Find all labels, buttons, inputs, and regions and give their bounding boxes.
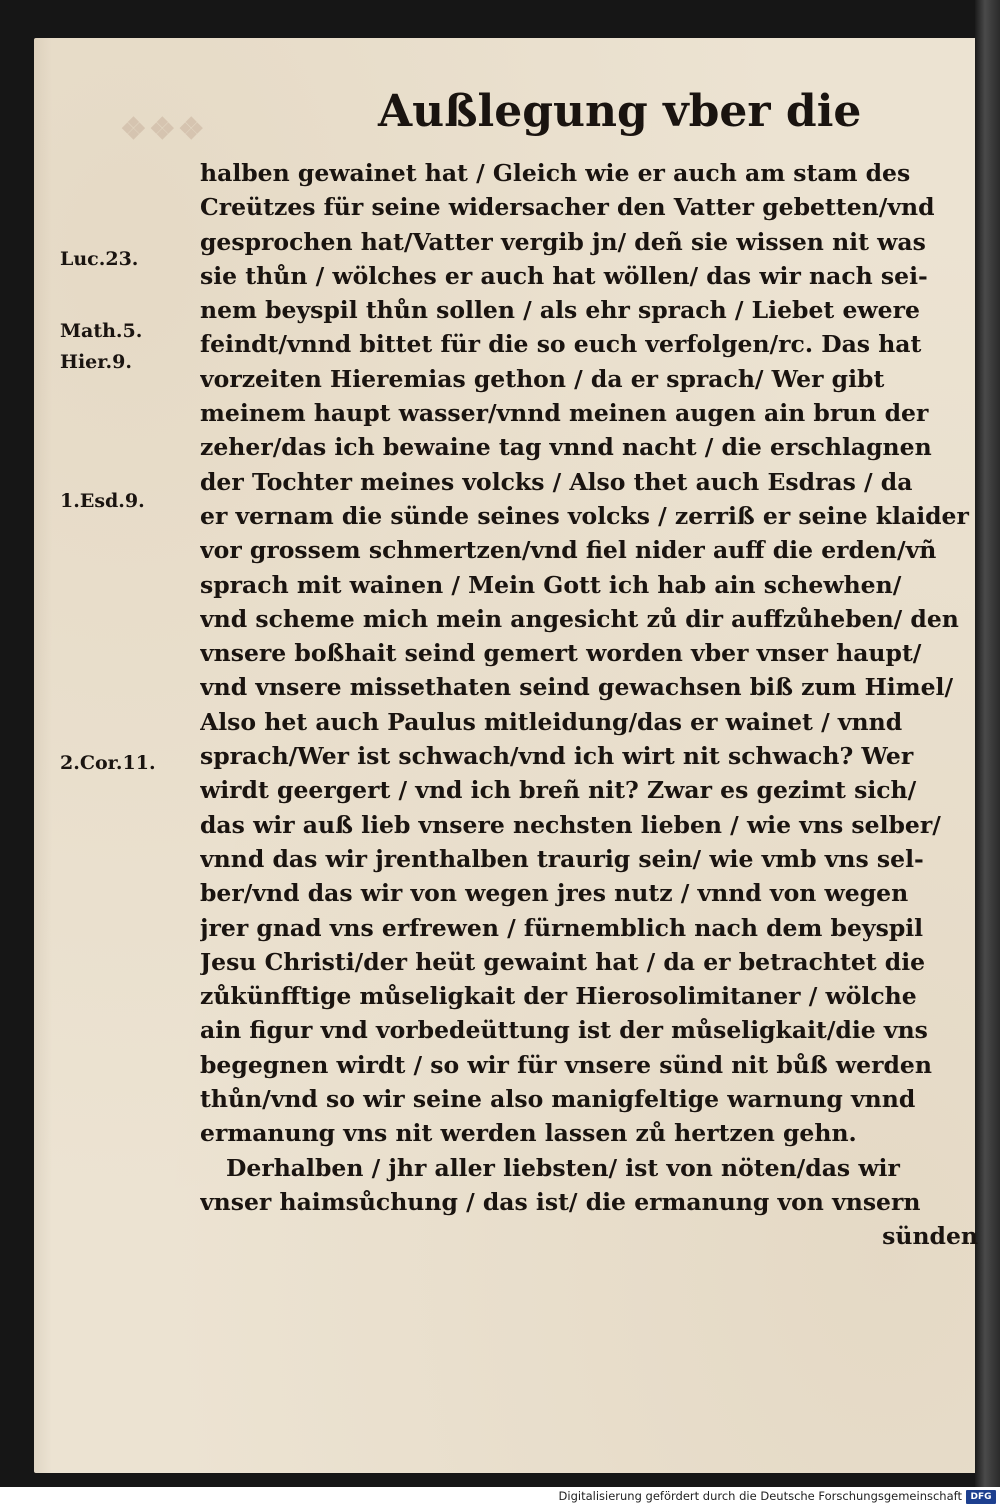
footer-bar xyxy=(0,1487,1000,1507)
text-line: jrer gnad vns erfrewen / fürnemblich nach dem beyspil xyxy=(200,913,924,942)
marginal-note: Math.5. xyxy=(60,320,143,342)
text-line: ain figur vnd vorbedeüttung ist der můseligkait/die vns xyxy=(200,1016,928,1045)
text-line: vorzeiten Hieremias gethon / da er sprach/ Wer gibt xyxy=(200,364,885,393)
running-head: Außlegung vber die xyxy=(378,86,862,137)
marginal-note: Luc.23. xyxy=(60,248,139,270)
text-line: gesprochen hat/Vatter vergib jn/ deñ sie wissen nit was xyxy=(200,227,926,256)
text-line: vnsere boßhait seind gemert worden vber vnser haupt/ xyxy=(200,639,922,668)
text-line: feindt/vnnd bittet für die so euch verfolgen/rc. Das hat xyxy=(200,330,922,359)
text-line: nem beyspil thůn sollen / als ehr sprach / Liebet ewere xyxy=(200,296,920,325)
text-line: Creützes für seine widersacher den Vatter gebetten/vnd xyxy=(200,193,935,222)
bleed-through-mark: ❖❖❖ xyxy=(120,112,207,147)
paragraph-start-line: Derhalben / jhr aller liebsten/ ist von nöten/das wir xyxy=(226,1153,900,1182)
marginal-note: 1.Esd.9. xyxy=(60,490,145,512)
text-line: vnd scheme mich mein angesicht zů dir auffzůheben/ den xyxy=(200,604,959,633)
text-line: vnser haimsůchung / das ist/ die ermanung von vnsern xyxy=(200,1187,921,1216)
text-line: ermanung vns nit werden lassen zů hertzen gehn. xyxy=(200,1119,857,1148)
text-line: Jesu Christi/der heüt gewaint hat / da er betrachtet die xyxy=(200,947,926,976)
text-line: sprach/Wer ist schwach/vnd ich wirt nit schwach? Wer xyxy=(200,742,914,771)
text-line: vnnd das wir jrenthalben traurig sein/ wie vmb vns sel- xyxy=(200,844,924,873)
catchword: sünden xyxy=(882,1222,978,1251)
body-text xyxy=(200,156,980,1254)
funding-notice: Digitalisierung gefördert durch die Deutsche Forschungsgemeinschaft xyxy=(558,1489,962,1503)
text-line: der Tochter meines volcks / Also thet auch Esdras / da xyxy=(200,467,913,496)
marginal-note: 2.Cor.11. xyxy=(60,752,156,774)
text-line: begegnen wirdt / so wir für vnsere sünd nit bůß werden xyxy=(200,1050,932,1079)
text-line: halben gewainet hat / Gleich wie er auch am stam des xyxy=(200,159,911,187)
text-line: vor grossem schmertzen/vnd fiel nider auff die erden/vñ xyxy=(200,536,937,565)
text-line: vnd vnsere missethaten seind gewachsen biß zum Himel/ xyxy=(200,673,954,702)
text-line: er vernam die sünde seines volcks / zerriß er seine klaider xyxy=(200,501,969,530)
marginal-note: Hier.9. xyxy=(60,351,132,373)
text-line: das wir auß lieb vnsere nechsten lieben / wie vns selber/ xyxy=(200,810,941,839)
text-line: zůkünfftige můseligkait der Hierosolimitaner / wölche xyxy=(200,982,917,1011)
text-line: meinem haupt wasser/vnnd meinen augen ain brun der xyxy=(200,399,929,428)
text-line: wirdt geergert / vnd ich breñ nit? Zwar es gezimt sich/ xyxy=(200,776,917,805)
text-line: zeher/das ich bewaine tag vnnd nacht / die erschlagnen xyxy=(200,433,932,462)
dfg-logo-icon: DFG xyxy=(966,1490,996,1504)
text-line: sprach mit wainen / Mein Gott ich hab ain schewhen/ xyxy=(200,570,902,599)
text-line: thůn/vnd so wir seine also manigfeltige warnung vnnd xyxy=(200,1085,916,1114)
text-line: Also het auch Paulus mitleidung/das er wainet / vnnd xyxy=(200,707,903,736)
text-line: ber/vnd das wir von wegen jres nutz / vnnd von wegen xyxy=(200,879,909,908)
text-line: sie thůn / wölches er auch hat wöllen/ das wir nach sei- xyxy=(200,261,928,290)
